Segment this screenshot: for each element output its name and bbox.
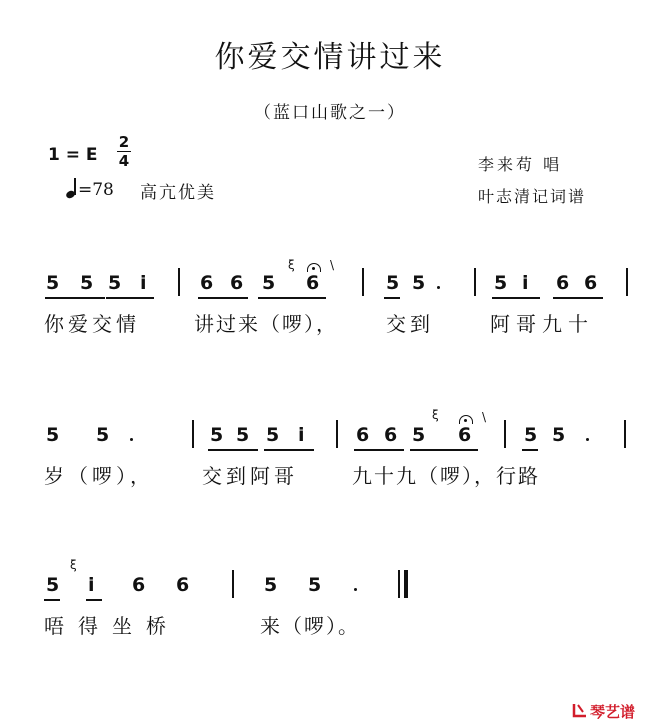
note: 6 <box>230 272 244 294</box>
underline <box>354 449 404 451</box>
brand-logo-icon <box>572 702 588 718</box>
note: 5 <box>524 424 538 446</box>
brand-name: 琴艺谱 <box>590 703 636 721</box>
breath-mark-icon: \ <box>482 410 487 424</box>
underline <box>44 599 60 601</box>
barline <box>336 420 338 448</box>
final-barline-thin <box>398 570 400 598</box>
underline <box>86 599 102 601</box>
time-signature-bottom: 4 <box>118 152 130 170</box>
augmentation-dot <box>130 438 133 441</box>
note: 5 <box>108 272 122 294</box>
lyric: 唔得坐桥 <box>44 614 180 638</box>
note: 5 <box>262 272 276 294</box>
note: 5 <box>46 574 60 596</box>
underline <box>264 449 314 451</box>
note: 6 <box>306 272 320 294</box>
barline <box>624 420 626 448</box>
underline <box>106 297 154 299</box>
underline <box>522 449 538 451</box>
note: 5 <box>46 424 60 446</box>
underline <box>553 297 603 299</box>
fermata-icon <box>307 263 321 272</box>
barline <box>474 268 476 296</box>
lyric: 岁（啰）， <box>44 464 154 488</box>
breath-mark-icon: \ <box>330 258 335 272</box>
fermata-icon <box>459 415 473 424</box>
barline <box>504 420 506 448</box>
note: 6 <box>584 272 598 294</box>
note: i <box>140 272 147 294</box>
barline <box>192 420 194 448</box>
transcriber-credit: 叶志清记词谱 <box>478 187 587 206</box>
underline <box>492 297 540 299</box>
underline <box>258 297 326 299</box>
tempo-value: =78 <box>78 180 114 200</box>
time-signature <box>117 134 131 169</box>
note: 5 <box>236 424 250 446</box>
barline <box>626 268 628 296</box>
lyric: 交到阿哥 <box>202 464 298 488</box>
grace-note-icon: ξ <box>432 408 439 422</box>
song-title: 你爱交情讲过来 <box>214 40 446 75</box>
tempo-marking <box>66 178 114 200</box>
lyric: 讲过来（啰）， <box>194 312 338 336</box>
barline <box>178 268 180 296</box>
underline <box>384 297 400 299</box>
note: 5 <box>386 272 400 294</box>
lyric: 九十九（啰），行路 <box>352 464 540 488</box>
note: 5 <box>412 424 426 446</box>
note: 6 <box>176 574 190 596</box>
note: 5 <box>210 424 224 446</box>
key-signature: 1 = E <box>48 145 98 165</box>
note: 5 <box>46 272 60 294</box>
note: 5 <box>266 424 280 446</box>
note: 5 <box>264 574 278 596</box>
note: 5 <box>308 574 322 596</box>
quarter-note-icon <box>66 178 78 198</box>
note: 5 <box>412 272 426 294</box>
grace-note-icon: ξ <box>70 558 77 572</box>
singer-credit: 李来苟 唱 <box>478 155 563 174</box>
note: 6 <box>556 272 570 294</box>
note: i <box>522 272 529 294</box>
note: 6 <box>384 424 398 446</box>
note: 5 <box>96 424 110 446</box>
augmentation-dot <box>437 286 440 289</box>
note: 5 <box>552 424 566 446</box>
note: 6 <box>458 424 472 446</box>
note: 6 <box>132 574 146 596</box>
final-barline-thick <box>404 570 408 598</box>
underline <box>198 297 248 299</box>
barline <box>362 268 364 296</box>
barline <box>232 570 234 598</box>
grace-note-icon: ξ <box>288 258 295 272</box>
note: 5 <box>494 272 508 294</box>
note: i <box>298 424 305 446</box>
augmentation-dot <box>586 438 589 441</box>
lyric: 阿哥九十 <box>490 312 594 336</box>
lyric: 交到 <box>386 312 434 336</box>
lyric: 来（啰）。 <box>260 614 360 638</box>
time-signature-top: 2 <box>118 133 130 151</box>
underline <box>208 449 258 451</box>
underline <box>45 297 105 299</box>
note: i <box>88 574 95 596</box>
augmentation-dot <box>354 588 357 591</box>
mood-marking: 高亢优美 <box>140 183 216 203</box>
song-subtitle: （蓝口山歌之一） <box>254 103 406 123</box>
note: 6 <box>356 424 370 446</box>
underline <box>410 449 478 451</box>
note: 6 <box>200 272 214 294</box>
note: 5 <box>80 272 94 294</box>
lyric: 你爱交情 <box>44 312 140 336</box>
